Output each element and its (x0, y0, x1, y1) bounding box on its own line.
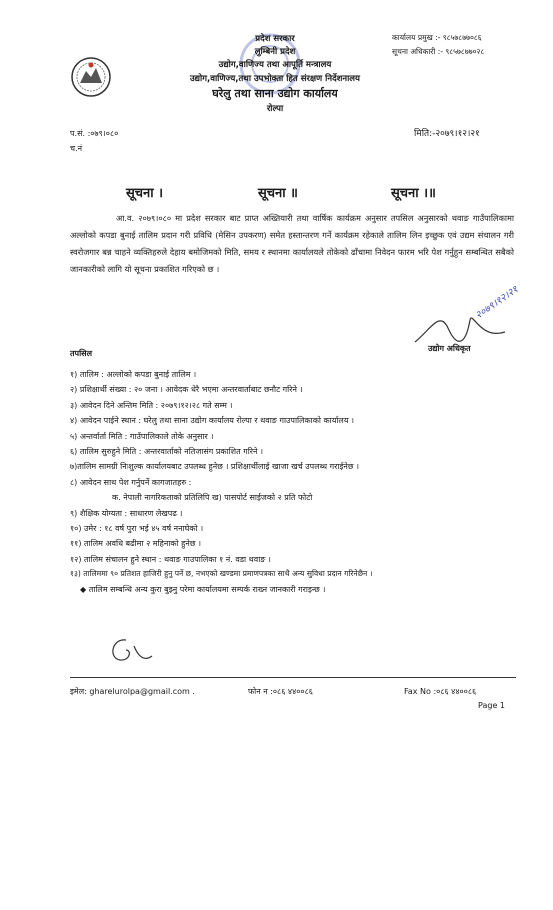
place-line: रोल्पा (266, 104, 284, 114)
footer-email: इमेल: gharelurolpa@gmail.com . (70, 687, 195, 696)
tapsil-item: ९) शैक्षिक योग्यता : साधारण लेखपढ । (70, 509, 183, 518)
dispatch-number: च.नं (70, 144, 83, 153)
tapsil-item: ५) अन्तर्वार्ता मिति : गाउँपालिकाले तोके अनुसार । (70, 432, 214, 441)
ministry-line: उद्योग,वाणिज्य तथा आपूर्ति मन्त्रालय (218, 60, 332, 70)
tapsil-item: ६) तालिम सुरुहुने मिति : अन्तरवार्ताको नतिजासंग प्रकाशित गरिने । (70, 447, 264, 456)
tapsil-item: १०) उमेर : १८ वर्ष पुरा भई ४५ वर्ष ननाघेको । (70, 524, 204, 533)
tapsil-item: २) प्रशिक्षार्थी संख्या : २० जना । आवेदक धेरै भएमा अन्तरवार्ताबाट छनौट गरिने । (70, 385, 303, 394)
nepal-emblem-icon (70, 56, 112, 98)
tapsil-item: १) तालिम : अल्लोको कपडा बुनाई तालिम । (70, 370, 197, 379)
tapsil-item: ११) तालिम अवधि बढीमा २ महिनाको हुनेछ । (70, 539, 202, 548)
tapsil-item: ◆ तालिम सम्बन्धि अन्य कुरा बुझ्नु परेमा कार्यालयमा सम्पर्क राख्न जानकारी गराइन्छ । (80, 585, 326, 594)
notice-heading-1: सूचना । (126, 186, 164, 201)
tapsil-item: क. नेपाली नागरिकताको प्रतिलिपि ख) पासपोर्ट साईजको २ प्रति फोटो (112, 493, 313, 502)
govt-line: प्रदेश सरकार (255, 34, 295, 44)
footer-fax: Fax No :०८६ ४४००८६ (404, 687, 477, 696)
office-head-contact: कार्यालय प्रमुख :- ९८५७८७७०८६ (392, 33, 482, 42)
initials-mark (104, 634, 156, 668)
page-number: Page 1 (478, 701, 505, 710)
tapsil-item: ४) आवेदन पाईने स्थान : घरेलु तथा साना उद्योग कार्यालय रोल्पा र थवाङ गाउपालिकाको कार्यालय । (70, 416, 355, 425)
notice-heading-2: सूचना ॥ (258, 186, 298, 201)
notice-heading-3: सूचना ।॥ (391, 186, 436, 201)
tapsil-item: ७)तालिम सामग्री निःशुल्क कार्यालयबाट उपलब्ध हुनेछ । प्रशिक्षार्थीलाई खाजा खर्च उपलब्ध गराईनेछ । (70, 462, 360, 471)
tapsil-item: ३) आवेदन दिने अन्तिम मिति : २०७९।१२।२८ गते सम्म । (70, 401, 233, 410)
letter-date: मिति:-२०७९।१२।२१ (414, 129, 480, 139)
notice-paragraph: आ.व. २०७९।०८० मा प्रदेश सरकार बाट प्राप्त अख्तियारी तथा वार्षिक कार्यक्रम अनुसार तपसिल अनुसारको थवाङ गाउँपालिकामा अल्लोको कपडा बुनाई तालिम प्रदान गरी प्रविधि (मेसिन उपकरण) समेत हस्तान्तरण गर्ने कार्यक्रम रहेकाले तालिम लिन इच्छुक एवं उद्यम संचालन गरी स्वरोजगार बन्न चाहने व्यक्तिहरुले देहाय बमोजिमको मिति, समय र स्थानमा कार्यालयले तोकेको ढाँचामा निवेदन फारम भरि पेश गर्नुहुन सम्बन्धित सबैको जानकारीको लागि यो सूचना प्रकाशित गरिएको छ । (70, 213, 514, 274)
tapsil-heading: तपसिल (70, 349, 93, 358)
info-officer-contact: सूचना अधिकारी :- ९८५७८७७०२८ (392, 47, 485, 56)
tapsil-item: १३) तालिममा ९० प्रतिशत हाजिरी हुनु पर्ने छ, नभएको खण्डमा प्रमाणपत्रका साथै अन्य सुविधा प्रदान गरिनेछैन । (70, 569, 373, 578)
office-line: घरेलु तथा साना उद्योग कार्यालय (212, 87, 338, 100)
tapsil-item: १२) तालिम संचालन हुने स्थान : थवाङ गाउपालिका १ नं. वडा थवाङ । (70, 555, 271, 564)
signatory-title: उद्योग अधिकृत (428, 344, 471, 353)
tapsil-item: ८) आवेदन साथ पेश गर्नुपर्ने कागजातहरु : (70, 478, 192, 487)
directorate-line: उद्योग,वाणिज्य,तथा उपभोक्ता हित संरक्षण निर्देशनालय (190, 74, 360, 84)
province-line: लुम्बिनी प्रदेश (254, 47, 296, 57)
footer-phone: फोन न :०८६ ४४००८६ (248, 687, 313, 696)
footer-divider (70, 677, 516, 678)
reference-number: प.सं. :०७९।०८० (70, 129, 119, 138)
handwritten-date: २०७९।१२।२१ (473, 284, 521, 322)
